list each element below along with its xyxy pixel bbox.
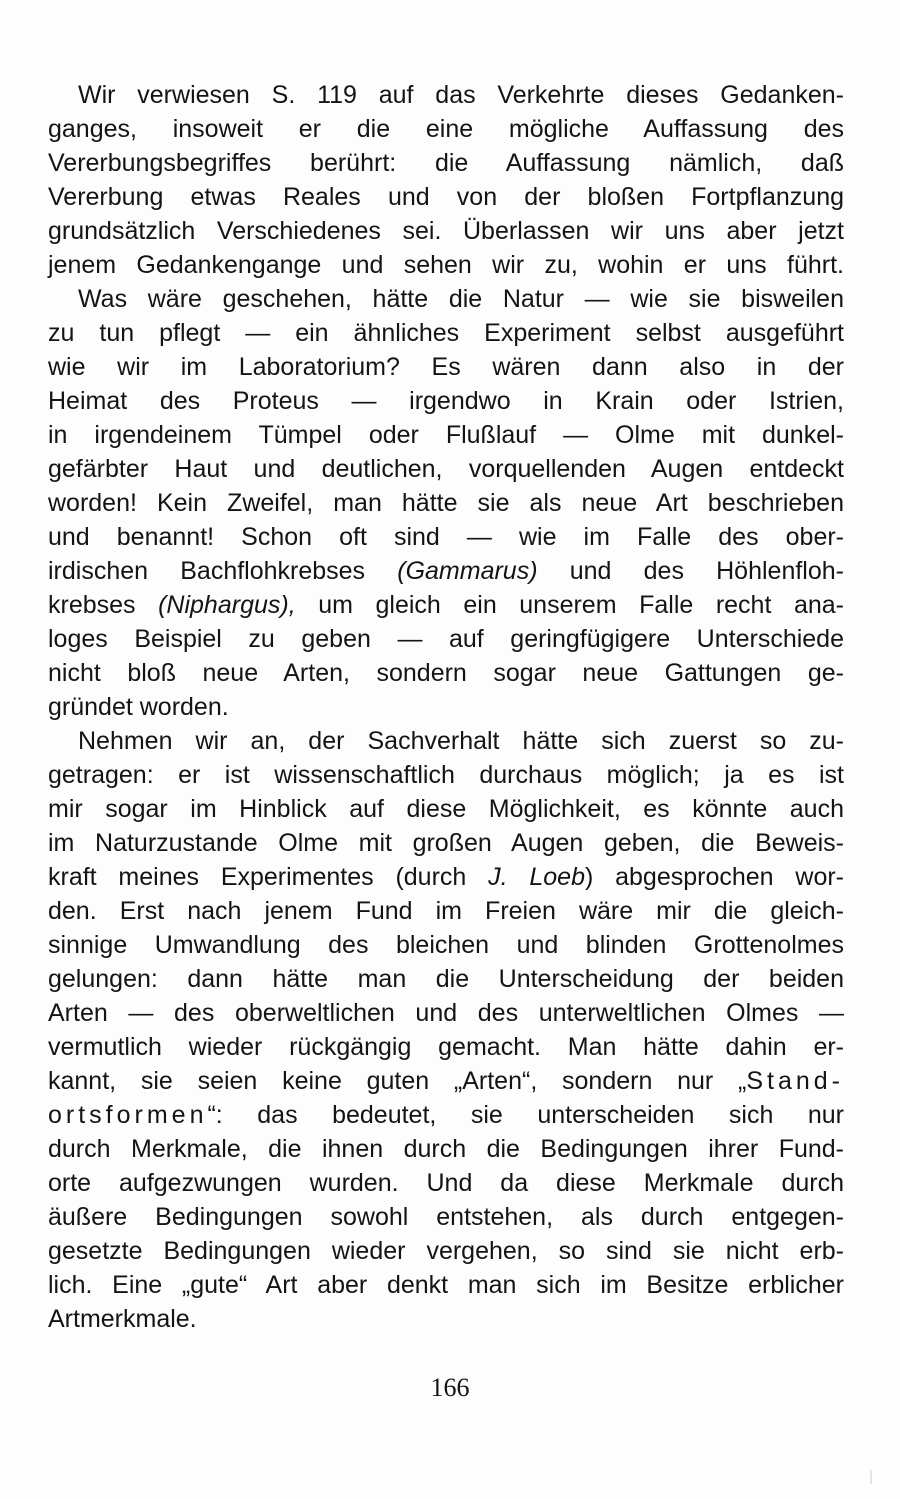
text-line: loges Beispiel zu geben — auf geringfügigere Unterschiede xyxy=(48,625,844,653)
text-line: Wir verwiesen S. 119 auf das Verkehrte dieses Gedanken- xyxy=(78,81,844,109)
text-segment: ) abgesprochen wor- xyxy=(585,863,844,891)
text-line: Heimat des Proteus — irgendwo in Krain oder Istrien, xyxy=(48,387,844,415)
text-line: und benannt! Schon oft sind — wie im Falle des ober- xyxy=(48,523,844,551)
spaced-term: ortsformen xyxy=(48,1101,208,1129)
text-line: gefärbter Haut und deutlichen, vorquellenden Augen entdeckt xyxy=(48,455,844,483)
text-line: vermutlich wieder rückgängig gemacht. Man hätte dahin er- xyxy=(48,1033,844,1061)
text-line: getragen: er ist wissenschaftlich durchaus möglich; ja es ist xyxy=(48,761,844,789)
text-line xyxy=(48,554,844,588)
text-line: zu tun pflegt — ein ähnliches Experiment selbst ausgeführt xyxy=(48,319,844,347)
text-line: grundsätzlich Verschiedenes sei. Überlassen wir uns aber jetzt xyxy=(48,217,844,245)
italic-term: (Gammarus) xyxy=(397,557,538,585)
text-segment: um gleich ein unserem Falle recht ana- xyxy=(295,591,844,619)
text-line: im Naturzustande Olme mit großen Augen geben, die Beweis- xyxy=(48,829,844,857)
italic-term: (Niphargus), xyxy=(158,591,296,619)
text-line: Artmerkmale. xyxy=(48,1305,197,1333)
text-line: Arten — des oberweltlichen und des unterweltlichen Olmes — xyxy=(48,999,844,1027)
text-segment: und des Höhlenfloh- xyxy=(537,557,844,585)
text-line xyxy=(48,1064,844,1098)
text-line: jenem Gedankengange und sehen wir zu, wohin er uns führt. xyxy=(48,251,844,279)
text-line: wie wir im Laboratorium? Es wären dann also in der xyxy=(48,353,844,381)
text-line: den. Erst nach jenem Fund im Freien wäre mir die gleich- xyxy=(48,897,844,925)
page-number: 166 xyxy=(430,1373,470,1402)
text-line: orte aufgezwungen wurden. Und da diese Merkmale durch xyxy=(48,1169,844,1197)
text-line: sinnige Umwandlung des bleichen und blinden Grottenolmes xyxy=(48,931,844,959)
text-line: lich. Eine „gute“ Art aber denkt man sich im Besitze erblicher xyxy=(48,1271,844,1299)
text-segment: krebses xyxy=(48,591,159,619)
text-line xyxy=(48,1098,844,1132)
text-line xyxy=(48,860,844,894)
text-line: Vererbung etwas Reales und von der bloßen Fortpflanzung xyxy=(48,183,844,211)
text-segment: kannt, sie seien keine guten „Arten“, sondern nur „ xyxy=(48,1067,747,1095)
italic-name: J. Loeb xyxy=(488,863,585,891)
text-line: mir sogar im Hinblick auf diese Möglichkeit, es könnte auch xyxy=(48,795,844,823)
body-text xyxy=(48,78,844,1336)
text-line: äußere Bedingungen sowohl entstehen, als durch entgegen- xyxy=(48,1203,844,1231)
text-line: Nehmen wir an, der Sachverhalt hätte sich zuerst so zu- xyxy=(78,727,844,755)
text-line: in irgendeinem Tümpel oder Flußlauf — Olme mit dunkel- xyxy=(48,421,844,449)
text-line: durch Merkmale, die ihnen durch die Bedingungen ihrer Fund- xyxy=(48,1135,844,1163)
paragraph-1 xyxy=(48,78,844,282)
text-line: worden! Kein Zweifel, man hätte sie als neue Art beschrieben xyxy=(48,489,844,517)
text-line: Was wäre geschehen, hätte die Natur — wie sie bisweilen xyxy=(78,285,844,313)
text-segment: irdischen Bachflohkrebses xyxy=(48,557,398,585)
text-segment: “: das bedeutet, sie unterscheiden sich nur xyxy=(207,1101,844,1129)
paragraph-2 xyxy=(48,282,844,724)
text-line: Vererbungsbegriffes berührt: die Auffassung nämlich, daß xyxy=(48,149,844,177)
text-line: gelungen: dann hätte man die Unterscheidung der beiden xyxy=(48,965,844,993)
text-line: ganges, insoweit er die eine mögliche Auffassung des xyxy=(48,115,844,143)
text-line: nicht bloß neue Arten, sondern sogar neue Gattungen ge- xyxy=(48,659,844,687)
scan-mark xyxy=(870,1470,872,1484)
text-segment: kraft meines Experimentes (durch xyxy=(48,863,489,891)
spaced-term: Stand- xyxy=(746,1067,844,1095)
paragraph-3 xyxy=(48,724,844,1336)
text-line: gründet worden. xyxy=(48,693,229,721)
text-line: gesetzte Bedingungen wieder vergehen, so sind sie nicht erb- xyxy=(48,1237,844,1265)
text-line xyxy=(48,588,844,622)
